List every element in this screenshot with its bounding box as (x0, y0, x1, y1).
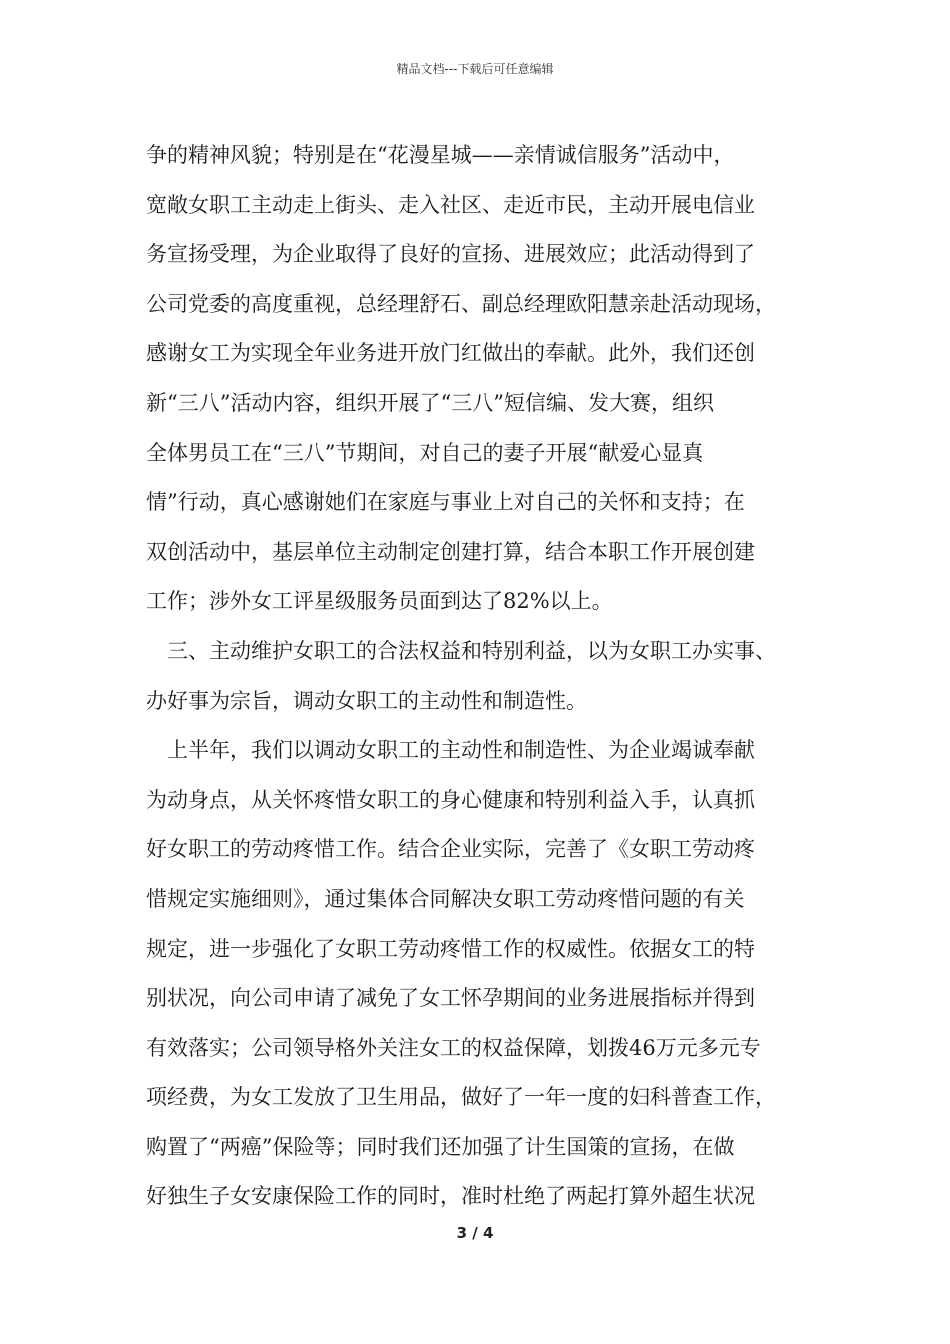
text-line: 新“三八”活动内容，组织开展了“三八”短信编、发大赛，组织 (146, 390, 714, 415)
text-line: 感谢女工为实现全年业务进开放门红做出的奉献。此外，我们还创 (146, 341, 755, 366)
section-heading-line: 办好事为宗旨，调动女职工的主动性和制造性。 (146, 688, 587, 713)
text-line: 好独生子女安康保险工作的同时，准时杜绝了两起打算外超生状况 (146, 1184, 755, 1209)
text-line: 情”行动，真心感谢她们在家庭与事业上对自己的关怀和支持；在 (146, 490, 745, 515)
paragraph-start-line: 上半年，我们以调动女职工的主动性和制造性、为企业竭诚奉献 (167, 738, 755, 763)
text-line: 好女职工的劳动疼惜工作。结合企业实际，完善了《女职工劳动疼 (146, 837, 755, 862)
text-line: 为动身点，从关怀疼惜女职工的身心健康和特别利益入手，认真抓 (146, 787, 755, 812)
text-line: 有效落实；公司领导格外关注女工的权益保障，划拨46万元多元专 (146, 1035, 761, 1060)
section-heading-line: 三、主动维护女职工的合法权益和特别利益，以为女职工办实事、 (167, 638, 776, 663)
text-line: 项经费，为女工发放了卫生用品，做好了一年一度的妇科普查工作， (146, 1085, 776, 1110)
text-line: 惜规定实施细则》，通过集体合同解决女职工劳动疼惜问题的有关 (146, 886, 745, 911)
text-line: 争的精神风貌；特别是在“花漫星城——亲情诚信服务”活动中， (146, 143, 735, 167)
text-line: 全体男员工在“三八”节期间，对自己的妻子开展“献爱心显真 (146, 440, 704, 465)
text-line: 规定，进一步强化了女职工劳动疼惜工作的权威性。依据女工的特 (146, 936, 755, 961)
text-line: 务宣扬受理，为企业取得了良好的宣扬、进展效应；此活动得到了 (146, 242, 755, 267)
text-line: 双创活动中，基层单位主动制定创建打算，结合本职工作开展创建 (146, 539, 755, 564)
text-line: 宽敞女职工主动走上街头、走入社区、走近市民，主动开展电信业 (146, 192, 755, 217)
text-line: 别状况，向公司申请了减免了女工怀孕期间的业务进展指标并得到 (146, 986, 755, 1011)
text-line: 公司党委的高度重视，总经理舒石、副总经理欧阳慧亲赴活动现场， (146, 291, 776, 316)
text-line: 购置了“两癌”保险等；同时我们还加强了计生国策的宣扬，在做 (146, 1134, 735, 1159)
page-header: 精品文档---下载后可任意编辑 (396, 62, 554, 76)
text-line: 工作；涉外女工评星级服务员面到达了82%以上。 (146, 589, 613, 614)
body-text (146, 131, 826, 1222)
page-number: 3 / 4 (456, 1224, 494, 1242)
